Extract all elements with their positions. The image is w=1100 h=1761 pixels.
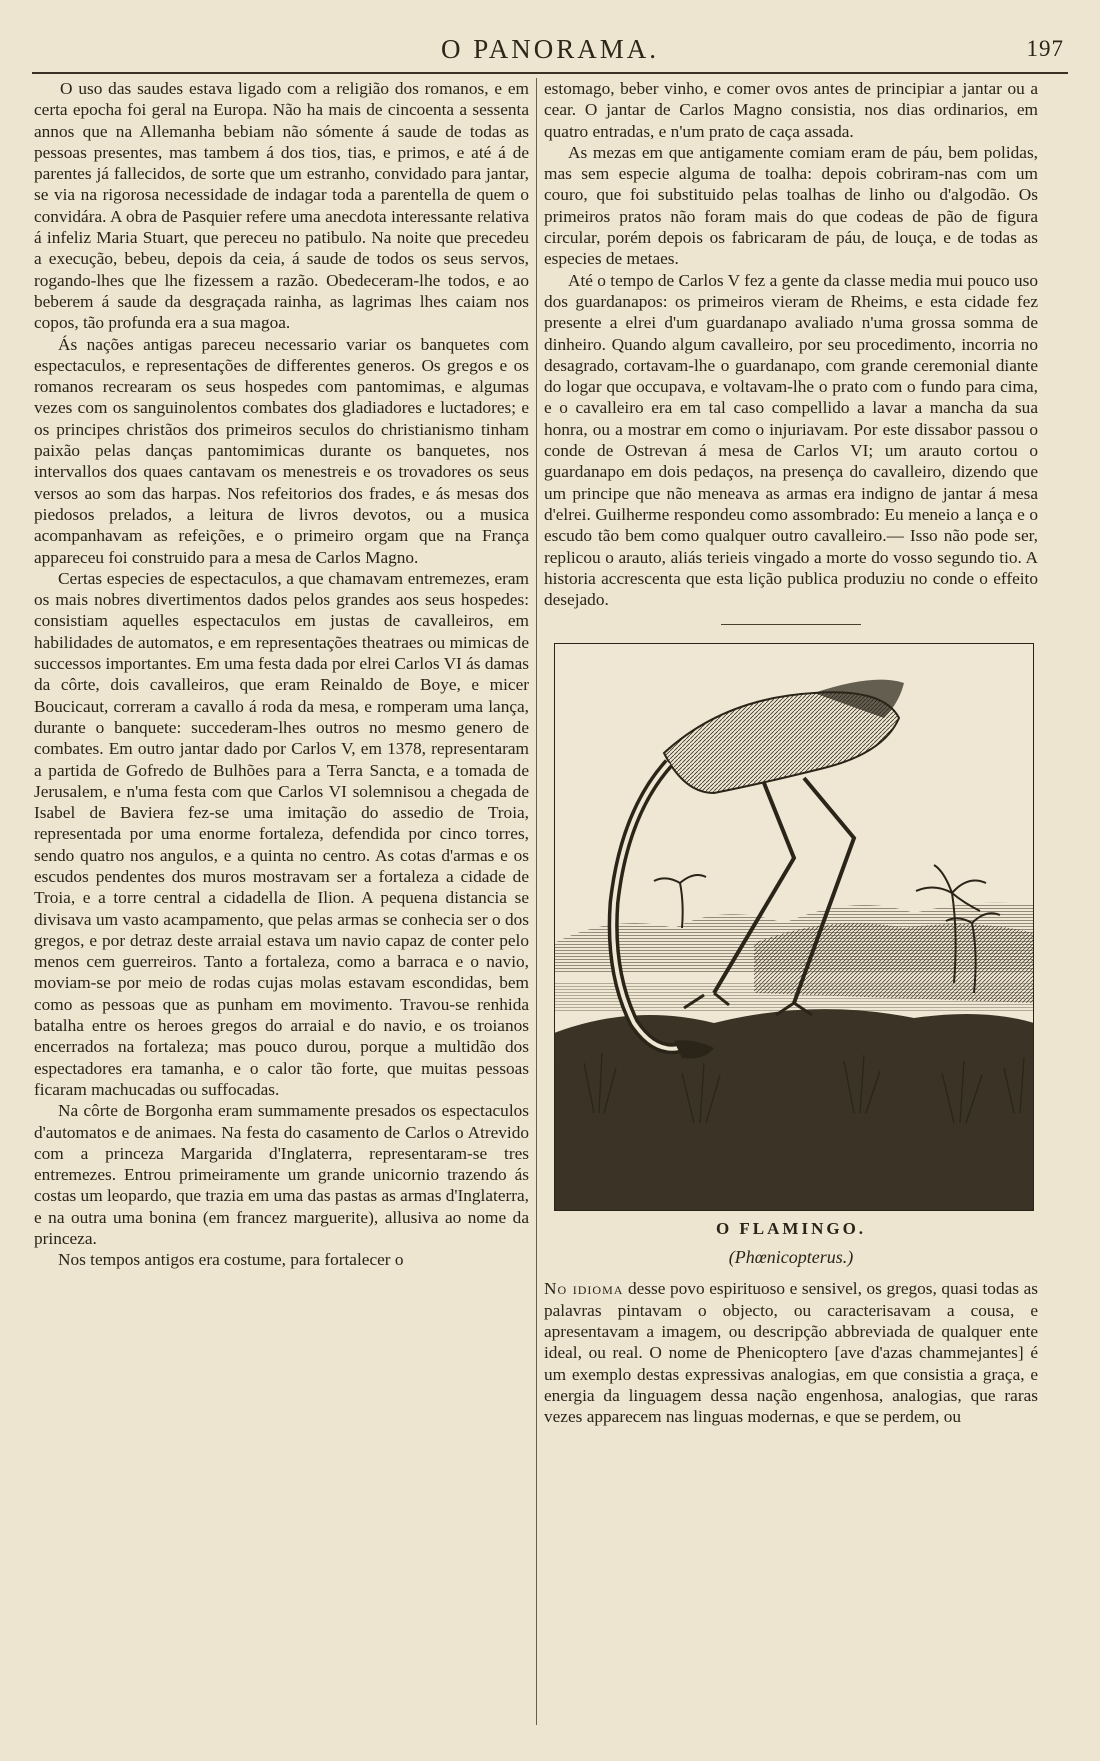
flamingo-illustration xyxy=(554,643,1034,1211)
paragraph: Nos tempos antigos era costume, para fortalecer o xyxy=(58,1250,404,1270)
paragraph: O uso das saudes estava ligado com a religião dos romanos, e em certa epocha foi geral na Europa. Não ha mais de cincoenta a sessenta annos que na Allemanha bebiam não sómente á saude de todas as pessoas presentes, mas tambem á dos tios, tias, e primos, e até á de parentes já fallecidos, de sorte que um estranho, convidado para jantar, se via na rigorosa necessidade de indagar toda a parentella de quem o convidára. A obra de Pasquier refere uma anecdota interessante relativa á infeliz Maria Stuart, que pereceu no patibulo. Na noite que precedeu a execução, bebeu, depois da ceia, á saude de todos os seus servos, rogando-lhes que lhe fizessem a razão. Obedeceram-lhe todos, e ao beberem á saude da desgraçada rainha, as lagrimas lhes caiam nos copos, tão profunda era a sua magoa. xyxy=(34,79,529,333)
paragraph xyxy=(544,1278,1038,1427)
left-column xyxy=(34,78,529,1731)
paragraph: Até o tempo de Carlos V fez a gente da classe media mui pouco uso dos guardanapos: os primeiros vieram de Rheims, e esta cidade fez presente a elrei d'um guardanapo avaliado n'uma grossa somma de dinheiro. Quando algum cavalleiro, por seu procedimento, incorria no desagrado, cortavam-lhe o guardanapo, com grande ceremonial diante do logar que occupava, e voltavam-lhe o prato com o fundo para cima, e o cavalleiro era em tal caso compellido a lavar a mancha da sua honra, ou a mostrar em como o injuriavam. Por este dissabor passou o conde de Ostrevan á mesa de Carlos VI; um arauto cortou o guardanapo em dois pedaços, na presença do cavalleiro, dizendo que um principe que não meneava as armas era indigno de jantar á mesa d'elrei. Guilherme respondeu como assombrado: Eu meneio a lança e o escudo tão bem como qualquer outro cavalleiro.— Isso não pode ser, replicou o arauto, aliás terieis vingado a morte do vosso segundo tio. A historia accrescenta que esta lição publica produziu no conde o effeito desejado. xyxy=(544,270,1038,610)
figure-subcaption: (Phœnicopterus.) xyxy=(728,1247,854,1268)
figure-caption: O FLAMINGO. xyxy=(715,1219,867,1239)
paragraph: As mezas em que antigamente comiam eram de páu, bem polidas, mas sem especie alguma de toalha: depois cobriram-nas com um couro, que foi substituido pelas toalhas de linho ou d'algodão. Os primeiros pratos não foram mais do que codeas de pão de figura circular, porém depois os fabricaram de páu, de louça, e de todas as especies de metaes. xyxy=(544,142,1038,269)
section-separator xyxy=(721,624,861,625)
page-header xyxy=(30,34,1070,74)
paragraph-body: desse povo espirituoso e sensivel, os gregos, quasi todas as palavras pintavam o objecto, ou caracterisavam a cousa, e apresentavam a imagem, ou descripção abbreviada de qualquer ente ideal, ou real. O nome de Phenicoptero [ave d'azas chammejantes] é um exemplo destas expressivas analogias, em que consistia a graça, e energia da linguagem dessa nação engenhosa, analogias, que raras vezes apparecem nas linguas modernas, e que se perdem, ou xyxy=(544,1279,1038,1427)
paragraph: Certas especies de espectaculos, a que chamavam entremezes, eram os mais nobres divertimentos dados pelos grandes aos seus hospedes: consistiam aquelles espectaculos em justas de cavalleiros, em habilidades de automatos, e em representações theatraes ou mimicas de successos importantes. Em uma festa dada por elrei Carlos VI ás damas da côrte, dois cavalleiros, que eram Reinaldo de Boye, e micer Boucicaut, correram a cavallo á roda da mesa, e romperam uma lança, durante o banquete: succederam-lhes outros no mesmo genero de combates. Em outro jantar dado por Carlos V, em 1378, representaram a partida de Gofredo de Bulhões para a Terra Sancta, e a tomada de Jerusalem, e n'uma festa com que Carlos VI solemnisou a chegada de Isabel de Baviera fez-se uma imitação do assedio de Troia, representada por uma enorme fortaleza, defendida por cinco torres, sendo quatro nos angulos, e a quinta no centro. As cotas d'armas e os escudos pendentes dos muros mostravam ser a fortaleza a cidade de Troia, e a torre central a cidadella de Ilion. A pequena distancia se divisava um vasto acampamento, que pelas armas se conhecia ser o dos gregos, e por detraz deste arraial estava um navio capaz de conter pelo menos cem guerreiros. Tanto a fortaleza, como a barraca e o navio, moviam-se por meio de rodas cujas molas estavam escondidas, bem como as pessoas que as punham em movimento. Travou-se renhida batalha entre os heroes gregos do arraial e do navio, e os troianos encerrados na fortaleza; mas pouco durou, porque a multidão dos espectadores era tamanha, e o calor tão forte, que muitas pessoas ficaram machucadas ou suffocadas. xyxy=(34,568,529,1099)
column-rule xyxy=(536,78,537,1725)
page-number: 197 xyxy=(1026,36,1064,61)
paragraph: Na côrte de Borgonha eram summamente presados os espectaculos d'automatos e de animaes. Na festa do casamento de Carlos o Atrevido com a princeza Margarida d'Inglaterra, representaram-se tres entremezes. Entrou primeiramente um grande unicornio trazendo ás costas um leopardo, que trazia em uma das pastas as armas d'Inglaterra, e na outra uma bonina (em francez marguerite), allusiva ao nome da princeza. xyxy=(34,1101,529,1249)
flamingo-engraving xyxy=(554,643,1034,1211)
lead-in: No idioma xyxy=(544,1279,624,1299)
paragraph: Ás nações antigas pareceu necessario variar os banquetes com espectaculos, e representações de differentes generos. Os gregos e os romanos recrearam os seus hospedes com pantomimas, e algumas vezes com os sanguinolentos combates dos gladiadores e luctadores; e os principes christãos dos primeiros seculos do christianismo tinham paixão pelas danças pantomimicas durante os banquetes, nos intervallos dos quaes cantavam os menestreis e os trovadores os seus versos ao som das harpas. Nos refeitorios dos frades, e ás mesas dos piedosos prelados, a leitura de livros devotos, ou a musica acompanhavam as refeições, e o primeiro orgam que na França appareceu foi construido para a mesa de Carlos Magno. xyxy=(34,334,529,567)
header-rule xyxy=(32,72,1068,74)
page-title: O PANORAMA. xyxy=(440,34,660,64)
right-column xyxy=(544,78,1038,1731)
paragraph: estomago, beber vinho, e comer ovos antes de principiar a jantar ou a cear. O jantar de Carlos Magno consistia, nos dias ordinarios, em quatro entradas, e n'um prato de caça assada. xyxy=(544,79,1038,141)
